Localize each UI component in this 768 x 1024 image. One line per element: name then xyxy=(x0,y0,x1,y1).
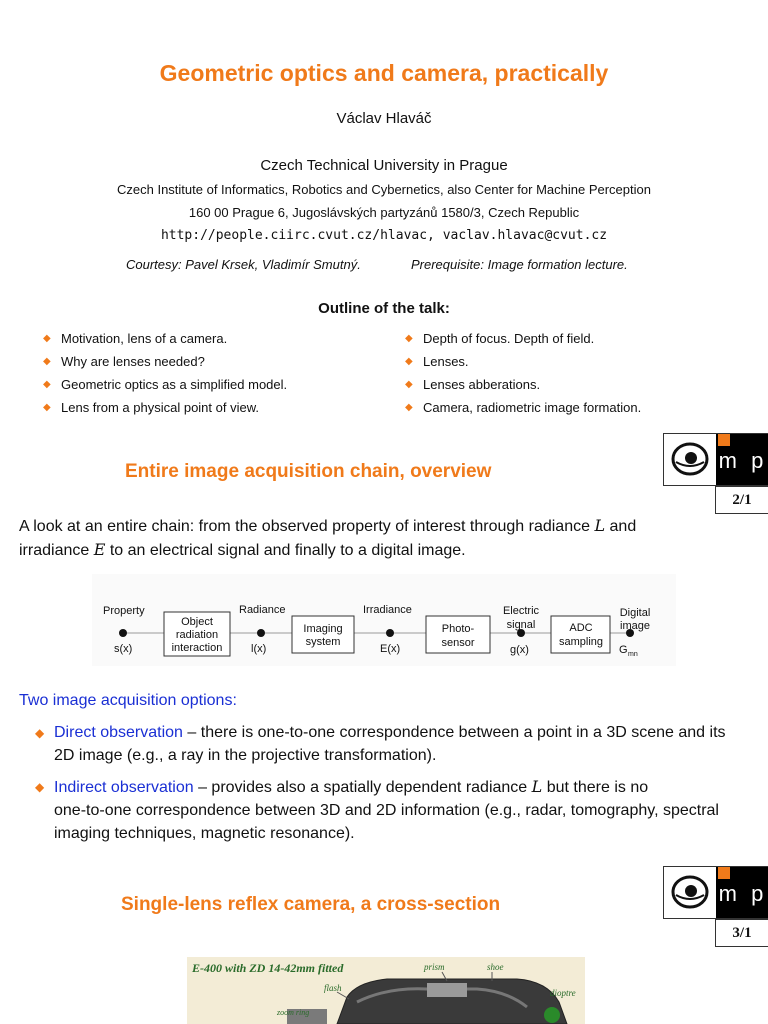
photo-caption: E-400 with ZD 14-42mm fitted xyxy=(192,961,344,975)
label-e: E(x) xyxy=(380,643,401,655)
camera-drawing xyxy=(187,957,585,1024)
bullet-diamond-icon: ◆ xyxy=(35,780,45,794)
label-prism: prism xyxy=(424,962,445,972)
label-irradiance: Irradiance xyxy=(363,604,412,616)
label-flash: flash xyxy=(324,983,342,993)
indirect-text: one-to-one correspondence between 3D and 2D information (e.g., radar, tomography, spectral xyxy=(54,802,719,819)
university: Czech Technical University in Prague xyxy=(260,157,508,174)
label-electric: signal xyxy=(506,619,536,631)
logo-letters: m p xyxy=(718,448,768,473)
label-property: Property xyxy=(103,605,145,617)
outline-title: Outline of the talk: xyxy=(318,300,450,317)
label-object: Object xyxy=(181,616,213,628)
bullet-diamond-icon: ◆ xyxy=(405,333,413,344)
intro-paragraph xyxy=(19,514,759,562)
bullet-diamond-icon: ◆ xyxy=(43,333,51,344)
page-number: 2/1 xyxy=(715,486,768,514)
indirect-observation-item xyxy=(54,775,759,845)
eye-logo-icon xyxy=(670,440,710,478)
bullet-diamond-icon: ◆ xyxy=(405,356,413,367)
eye-logo-icon xyxy=(670,873,710,911)
outline-item: Why are lenses needed? xyxy=(61,354,205,369)
label-dioptre: dioptre xyxy=(550,988,576,998)
label-imaging: system xyxy=(305,636,341,648)
label-zoom-ring: zoom ring xyxy=(277,1008,310,1017)
label-digital: Digital xyxy=(619,607,651,619)
label-g: g(x) xyxy=(510,644,529,656)
direct-label: Direct observation xyxy=(54,724,183,741)
label-s: s(x) xyxy=(114,643,133,655)
cmp-logo xyxy=(663,433,768,486)
logo-letters: m p xyxy=(718,881,768,906)
label-object: radiation xyxy=(175,629,219,641)
bullet-diamond-icon: ◆ xyxy=(43,379,51,390)
label-digital: image xyxy=(620,620,650,632)
camera-cross-section-image xyxy=(187,957,585,1024)
bullet-diamond-icon: ◆ xyxy=(43,356,51,367)
math-L: L xyxy=(594,516,606,535)
bullet-diamond-icon: ◆ xyxy=(35,726,45,740)
indirect-text: imaging techniques, magnetic resonance). xyxy=(54,825,355,842)
label-radiance: Radiance xyxy=(239,604,286,616)
label-adc: sampling xyxy=(558,636,604,648)
indirect-text: – provides also a spatially dependent radiance xyxy=(193,779,532,796)
options-title: Two image acquisition options: xyxy=(19,692,237,709)
label-imaging: Imaging xyxy=(303,623,343,635)
intro-text: A look at an entire chain: from the observed property of interest through radiance xyxy=(19,518,590,535)
intro-text: and xyxy=(609,518,637,535)
label-photosensor: sensor xyxy=(441,637,475,649)
acquisition-chain-diagram xyxy=(92,574,676,666)
radiance-node xyxy=(257,629,265,637)
intro-text: to an electrical signal and finally to a digital image. xyxy=(109,542,466,559)
direct-text: 2D image (e.g., a ray in the projective transformation). xyxy=(54,747,437,764)
slide1-title: Geometric optics and camera, practically xyxy=(159,60,609,86)
outline-item: Lens from a physical point of view. xyxy=(61,400,259,415)
outline-item: Geometric optics as a simplified model. xyxy=(61,377,288,392)
bullet-diamond-icon: ◆ xyxy=(405,379,413,390)
outline-item: Camera, radiometric image formation. xyxy=(423,400,642,415)
bullet-diamond-icon: ◆ xyxy=(43,402,51,413)
slide3-title: Single-lens reflex camera, a cross-section xyxy=(121,894,501,915)
institute: Czech Institute of Informatics, Robotics and Cybernetics, also Center for Machine Perception xyxy=(117,182,651,197)
label-object: interaction xyxy=(171,642,223,654)
label-photosensor: Photo- xyxy=(441,623,475,635)
property-node xyxy=(119,629,127,637)
label-electric: Electric xyxy=(502,605,540,617)
math-L: L xyxy=(531,777,543,796)
prerequisite: Prerequisite: Image formation lecture. xyxy=(411,257,628,272)
slide2-title: Entire image acquisition chain, overview xyxy=(125,461,492,482)
author: Václav Hlaváč xyxy=(336,110,432,127)
cmp-logo xyxy=(663,866,768,919)
direct-text: – there is one-to-one correspondence between a point in a 3D scene and its xyxy=(182,724,726,741)
math-E: E xyxy=(93,540,106,559)
outline-item: Lenses abberations. xyxy=(423,377,541,392)
label-gmn-sub: mn xyxy=(628,651,638,658)
bullet-diamond-icon: ◆ xyxy=(405,402,413,413)
outline-item: Depth of focus. Depth of field. xyxy=(423,331,595,346)
direct-observation-item xyxy=(54,721,759,767)
label-shoe: shoe xyxy=(487,962,504,972)
indirect-label: Indirect observation xyxy=(54,779,194,796)
intro-text: irradiance xyxy=(19,542,90,559)
label-l: l(x) xyxy=(251,643,267,655)
address: 160 00 Prague 6, Jugoslávských partyzánů 1580/3, Czech Republic xyxy=(188,205,580,220)
page-number: 3/1 xyxy=(715,919,768,947)
label-gmn: G xyxy=(619,644,628,656)
label-adc: ADC xyxy=(569,622,593,634)
outline-item: Lenses. xyxy=(423,354,469,369)
indirect-text: but there is no xyxy=(542,779,649,796)
irradiance-node xyxy=(386,629,394,637)
outline-item: Motivation, lens of a camera. xyxy=(61,331,228,346)
contact-line[interactable]: http://people.ciirc.cvut.cz/hlavac, vaclav.hlavac@cvut.cz xyxy=(160,228,608,243)
courtesy: Courtesy: Pavel Krsek, Vladimír Smutný. xyxy=(126,257,361,272)
